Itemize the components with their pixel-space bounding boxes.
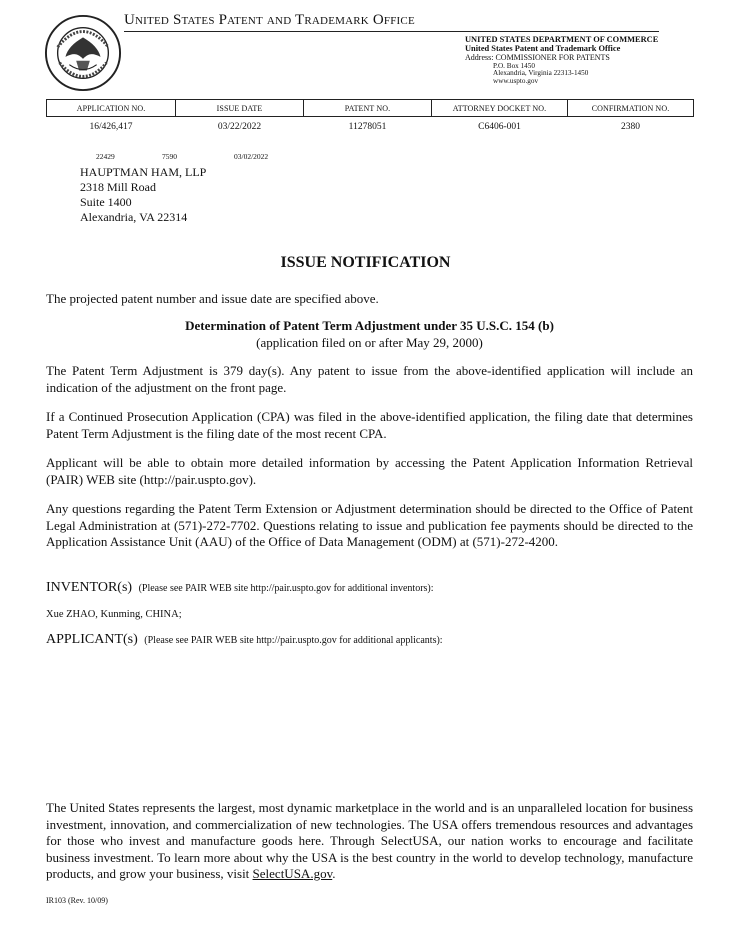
value-attorney-docket-no: C6406-001 (478, 122, 521, 132)
applicant-heading (46, 631, 693, 650)
info-table-value-row (47, 117, 694, 138)
address-commissioner: COMMISSIONER FOR PATENTS (495, 53, 610, 63)
address-city: Alexandria, Virginia 22313-1450 (493, 69, 589, 78)
uspto-seal-icon (44, 14, 122, 92)
dept-line-1: UNITED STATES DEPARTMENT OF COMMERCE (465, 35, 659, 44)
pair-paragraph: Applicant will be able to obtain more detailed information by accessing the Patent Application Information Retrieval (PAIR) WEB site (http://pair.uspto.gov). (46, 455, 693, 487)
intro-text: The projected patent number and issue date are specified above. (46, 291, 379, 306)
address-label: Address: (465, 53, 494, 63)
form-identifier: IR103 (Rev. 10/09) (46, 896, 108, 905)
value-application-no: 16/426,417 (89, 122, 133, 132)
application-info-table (46, 99, 694, 137)
selectusa-link[interactable]: SelectUSA.gov (252, 866, 333, 881)
mailing-codes (96, 152, 268, 161)
applicant-label: APPLICANT(s) (46, 632, 138, 647)
pta-paragraph: The Patent Term Adjustment is 379 day(s). Any patent to issue from the above-identified application will include an indication of the adjustment on the front page. (46, 363, 693, 395)
cpa-paragraph: If a Continued Prosecution Application (CPA) was filed in the above-identified application, the filing date that determines Patent Term Adjustment is the filing date of the most recent CPA. (46, 409, 693, 441)
inventor-names: Xue ZHAO, Kunming, CHINA; (46, 609, 182, 620)
applicant-note: (Please see PAIR WEB site http://pair.uspto.gov for additional applicants): (144, 635, 443, 646)
header-attorney-docket-no: ATTORNEY DOCKET NO. (432, 100, 568, 117)
header-confirmation-no: CONFIRMATION NO. (568, 100, 694, 117)
value-confirmation-no: 2380 (621, 122, 640, 132)
correspondent-city: Alexandria, VA 22314 (80, 210, 188, 224)
correspondent-address (80, 165, 206, 225)
pta-subheading: (application filed on or after May 29, 2000) (256, 335, 483, 350)
selectusa-text: The United States represents the largest, most dynamic marketplace in the world and is an unparalleled location for business investment, innovation, and commercialization of new technologies. The USA offers tremendous resources and advantages for those who invest and manufacture goods here. Through SelectUSA, our nation works to encourage and facilitate business investment. To learn more about why the USA is the best country in the world to develop technology, manufacture products, and grow your business, visit (46, 800, 693, 881)
address-po-box: P.O. Box 1450 (493, 61, 535, 70)
department-address-block (465, 35, 658, 85)
correspondent-street: 2318 Mill Road (80, 180, 157, 194)
header-application-no: APPLICATION NO. (47, 100, 176, 117)
value-patent-no: 11278051 (348, 122, 387, 132)
inventor-heading (46, 579, 693, 598)
address-website: www.uspto.gov (493, 76, 539, 85)
inventor-label: INVENTOR(s) (46, 580, 133, 595)
correspondent-name: HAUPTMAN HAM, LLP (80, 165, 207, 179)
selectusa-paragraph (46, 800, 693, 883)
info-table-header-row (47, 100, 694, 117)
value-issue-date: 03/22/2022 (217, 122, 262, 132)
correspondent-suite: Suite 1400 (80, 195, 132, 209)
mail-code: 7590 (162, 152, 177, 161)
page-title: ISSUE NOTIFICATION (280, 254, 451, 271)
selectusa-period: . (332, 866, 336, 881)
header-issue-date: ISSUE DATE (176, 100, 304, 117)
pta-heading: Determination of Patent Term Adjustment under 35 U.S.C. 154 (b) (185, 318, 554, 333)
inventor-note: (Please see PAIR WEB site http://pair.uspto.gov for additional inventors): (138, 583, 434, 594)
mail-date: 03/02/2022 (234, 152, 269, 161)
customer-number: 22429 (96, 152, 115, 161)
dept-line-2: United States Patent and Trademark Office (465, 44, 621, 54)
header-patent-no: PATENT NO. (304, 100, 432, 117)
office-title: United States Patent and Trademark Office (124, 12, 659, 32)
questions-paragraph: Any questions regarding the Patent Term Extension or Adjustment determination should be directed to the Office of Patent Legal Administration at (571)-272-7702. Questions relating to issue and publication fee payments should be directed to the Application Assistance Unit (AAU) of the Office of Data Management (ODM) at (571)-272-4200. (46, 501, 693, 549)
